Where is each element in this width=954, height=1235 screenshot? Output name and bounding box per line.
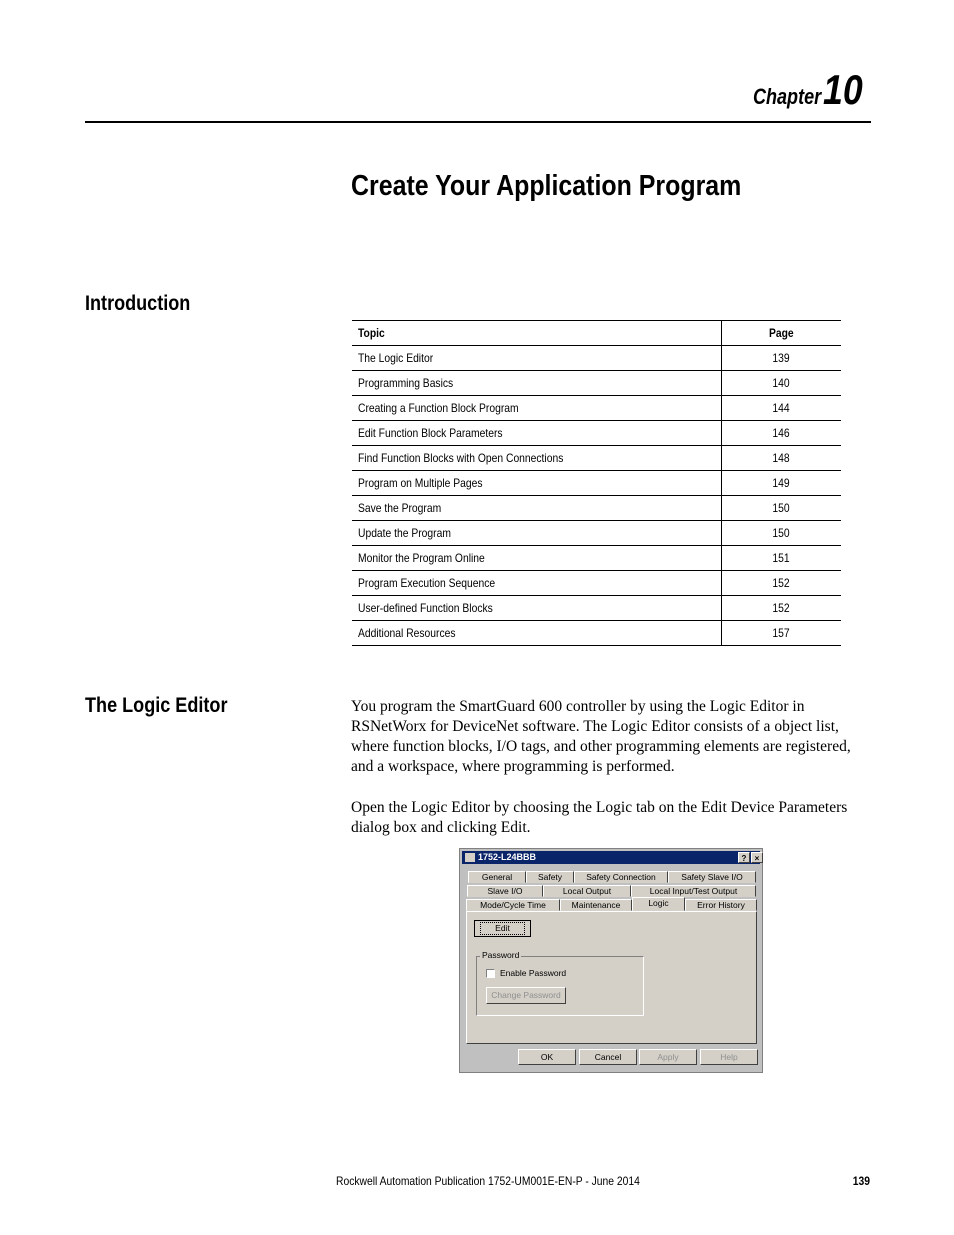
table-row	[352, 521, 841, 546]
page-cell: 152	[722, 596, 842, 621]
topic-column-header: Topic	[352, 321, 722, 346]
edit-device-parameters-dialog	[459, 848, 763, 1073]
introduction-heading: Introduction	[85, 292, 191, 315]
page-cell: 150	[722, 496, 842, 521]
help-button[interactable]: Help	[700, 1049, 758, 1065]
topic-cell: Find Function Blocks with Open Connections	[352, 446, 722, 471]
footer-publication: Rockwell Automation Publication 1752-UM001E-EN-P - June 2014	[336, 1174, 640, 1188]
body-paragraph: Open the Logic Editor by choosing the Logic tab on the Edit Device Parameters dialog box and clicking Edit.	[351, 799, 848, 836]
table-row	[352, 496, 841, 521]
topic-cell: User-defined Function Blocks	[352, 596, 722, 621]
enable-password-checkbox[interactable]	[486, 969, 495, 978]
page-cell: 139	[722, 346, 842, 371]
apply-button[interactable]: Apply	[639, 1049, 697, 1065]
tab-local-input-test-output[interactable]: Local Input/Test Output	[631, 885, 756, 897]
body-paragraph: You program the SmartGuard 600 controller by using the Logic Editor in RSNetWorx for DeviceNet software. The Logic Editor consists of a object list, where function blocks, I/O tags, and other programming elements are registered, and a workspace, where programming is performed.	[351, 698, 851, 775]
cancel-button[interactable]: Cancel	[579, 1049, 637, 1065]
app-icon	[465, 853, 475, 862]
tab-general[interactable]: General	[468, 871, 526, 883]
page-cell: 157	[722, 621, 842, 646]
tab-mode-cycle-time[interactable]: Mode/Cycle Time	[466, 899, 560, 911]
page-cell: 150	[722, 521, 842, 546]
footer-page-number: 139	[852, 1174, 870, 1188]
table-row	[352, 471, 841, 496]
table-row	[352, 421, 841, 446]
tab-maintenance[interactable]: Maintenance	[560, 899, 632, 911]
topic-cell: The Logic Editor	[352, 346, 722, 371]
page-cell: 140	[722, 371, 842, 396]
tab-safety-slave-io[interactable]: Safety Slave I/O	[668, 871, 756, 883]
close-icon[interactable]: ×	[751, 852, 763, 863]
table-row	[352, 346, 841, 371]
tab-local-output[interactable]: Local Output	[543, 885, 631, 897]
logic-editor-heading: The Logic Editor	[85, 694, 228, 717]
page-cell: 146	[722, 421, 842, 446]
change-password-button[interactable]: Change Password	[486, 987, 566, 1004]
table-row	[352, 621, 841, 646]
topic-table	[352, 320, 841, 646]
page-cell: 144	[722, 396, 842, 421]
enable-password-label: Enable Password	[500, 968, 567, 978]
tab-safety[interactable]: Safety	[526, 871, 574, 883]
topic-cell: Edit Function Block Parameters	[352, 421, 722, 446]
password-groupbox	[476, 956, 644, 1016]
chapter-label: Chapter	[753, 84, 822, 109]
page-cell: 151	[722, 546, 842, 571]
edit-button[interactable]: Edit	[474, 920, 531, 937]
topic-cell: Creating a Function Block Program	[352, 396, 722, 421]
topic-cell: Save the Program	[352, 496, 722, 521]
chapter-header	[738, 66, 870, 114]
topic-cell: Update the Program	[352, 521, 722, 546]
table-row	[352, 446, 841, 471]
table-row	[352, 546, 841, 571]
table-row	[352, 596, 841, 621]
table-header-row	[352, 321, 841, 346]
topic-cell: Programming Basics	[352, 371, 722, 396]
tab-safety-connection[interactable]: Safety Connection	[574, 871, 668, 883]
page-cell: 149	[722, 471, 842, 496]
tab-error-history[interactable]: Error History	[685, 899, 757, 911]
table-row	[352, 371, 841, 396]
tab-slave-io[interactable]: Slave I/O	[467, 885, 543, 897]
page-title: Create Your Application Program	[351, 170, 742, 202]
tab-logic[interactable]: Logic	[632, 897, 685, 911]
header-rule	[85, 121, 871, 123]
table-row	[352, 396, 841, 421]
help-question-button[interactable]: ?	[738, 852, 750, 863]
dialog-title: 1752-L24BBB	[478, 852, 537, 862]
table-row	[352, 571, 841, 596]
page-cell: 148	[722, 446, 842, 471]
topic-cell: Program Execution Sequence	[352, 571, 722, 596]
topic-cell: Monitor the Program Online	[352, 546, 722, 571]
password-group-label: Password	[482, 950, 520, 960]
ok-button[interactable]: OK	[518, 1049, 576, 1065]
topic-cell: Program on Multiple Pages	[352, 471, 722, 496]
page-column-header: Page	[722, 321, 842, 346]
dialog-titlebar	[462, 851, 760, 864]
topic-cell: Additional Resources	[352, 621, 722, 646]
chapter-number: 10	[823, 66, 863, 113]
page-cell: 152	[722, 571, 842, 596]
